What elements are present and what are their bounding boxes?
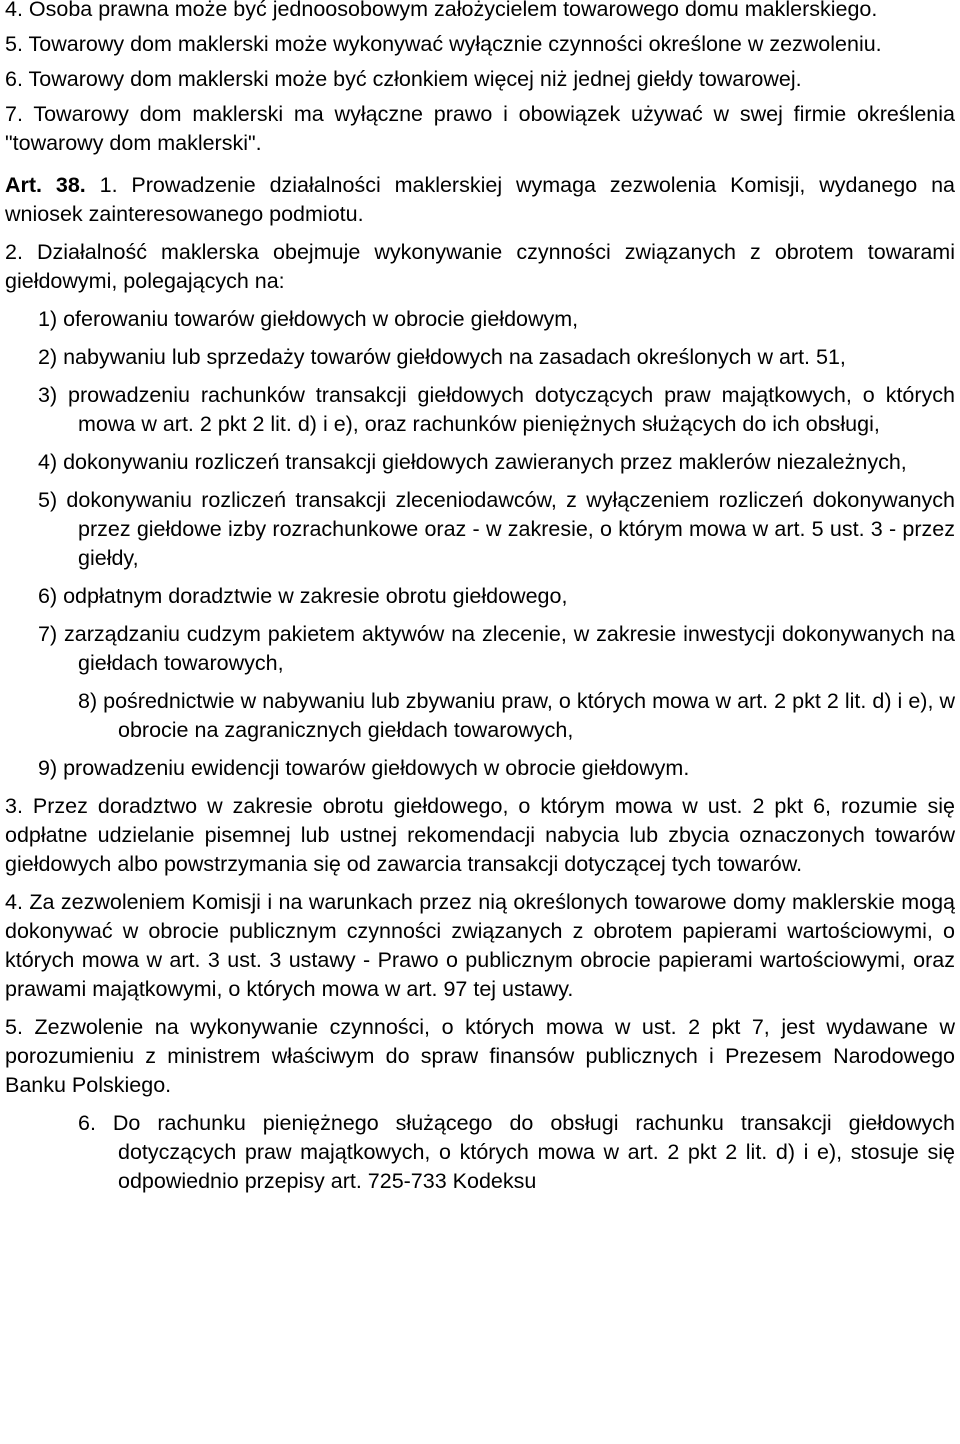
paragraph-item-5: 5. Towarowy dom maklerski może wykonywać wyłącznie czynności określone w zezwoleniu. xyxy=(5,32,882,56)
list-item-point-7: 7) zarządzaniu cudzym pakietem aktywów na zlecenie, w zakresie inwestycji dokonywanych na giełdach towarowych, xyxy=(38,622,955,675)
list-item-point-5: 5) dokonywaniu rozliczeń transakcji zleceniodawców, z wyłączeniem rozliczeń dokonywanych przez giełdowe izby rozrachunkowe oraz - w zakresie, o którym mowa w art. 5 ust. 3 - przez giełdy, xyxy=(38,488,955,570)
article-38-ust-1: 1. Prowadzenie działalności maklerskiej wymaga zezwolenia Komisji, wydanego na wniosek zainteresowanego podmiotu. xyxy=(5,173,955,226)
article-38-paragraph-2: 2. Działalność maklerska obejmuje wykonywanie czynności związanych z obrotem towarami giełdowymi, polegających na: xyxy=(5,240,955,293)
paragraph-item-7: 7. Towarowy dom maklerski ma wyłączne prawo i obowiązek używać w swej firmie określenia "towarowy dom maklerski". xyxy=(5,102,955,155)
article-38-paragraph-3: 3. Przez doradztwo w zakresie obrotu giełdowego, o którym mowa w ust. 2 pkt 6, rozumie się odpłatne udzielanie pisemnej lub ustnej rekomendacji nabycia lub zbycia oznaczonych towarów giełdowych albo powstrzymania się od zawarcia transakcji dotyczącej tych towarów. xyxy=(5,794,955,876)
list-item-point-3: 3) prowadzeniu rachunków transakcji giełdowych dotyczących praw majątkowych, o których mowa w art. 2 pkt 2 lit. d) i e), oraz rachunków pieniężnych służących do ich obsługi, xyxy=(38,383,955,436)
list-item-point-2: 2) nabywaniu lub sprzedaży towarów giełdowych na zasadach określonych w art. 51, xyxy=(38,345,846,369)
list-item-point-1: 1) oferowaniu towarów giełdowych w obrocie giełdowym, xyxy=(38,307,579,331)
paragraph-item-6: 6. Towarowy dom maklerski może być członkiem więcej niż jednej giełdy towarowej. xyxy=(5,67,802,91)
article-38-paragraph-6: 6. Do rachunku pieniężnego służącego do obsługi rachunku transakcji giełdowych dotyczących praw majątkowych, o których mowa w art. 2 pkt 2 lit. d) i e), stosuje się odpowiednio przepisy art. 725-733 Kodeksu xyxy=(78,1111,955,1193)
list-item-point-8: 8) pośrednictwie w nabywaniu lub zbywaniu praw, o których mowa w art. 2 pkt 2 lit. d) i e), w obrocie na zagranicznych giełdach towarowych, xyxy=(78,689,955,742)
article-38-paragraph-5: 5. Zezwolenie na wykonywanie czynności, o których mowa w ust. 2 pkt 7, jest wydawane w porozumieniu z ministrem właściwym do spraw finansów publicznych i Prezesem Narodowego Banku Polskiego. xyxy=(5,1015,955,1097)
list-item-point-9: 9) prowadzeniu ewidencji towarów giełdowych w obrocie giełdowym. xyxy=(38,756,690,780)
list-item-point-4: 4) dokonywaniu rozliczeń transakcji giełdowych zawieranych przez maklerów niezależnych, xyxy=(38,450,907,474)
paragraph-item-4: 4. Osoba prawna może być jednoosobowym założycielem towarowego domu maklerskiego. xyxy=(5,0,878,21)
article-38-paragraph-1 xyxy=(5,171,955,229)
article-38-paragraph-4: 4. Za zezwoleniem Komisji i na warunkach przez nią określonych towarowe domy maklerskie mogą dokonywać w obrocie publicznym czynności związanych z obrotem papierami wartościowymi, o których mowa w art. 3 ust. 3 ustawy - Prawo o publicznym obrocie papierami wartościowymi, oraz prawami majątkowymi, o których mowa w art. 97 tej ustawy. xyxy=(5,890,955,1001)
list-item-point-6: 6) odpłatnym doradztwie w zakresie obrotu giełdowego, xyxy=(38,584,568,608)
article-label: Art. 38. xyxy=(5,173,86,197)
